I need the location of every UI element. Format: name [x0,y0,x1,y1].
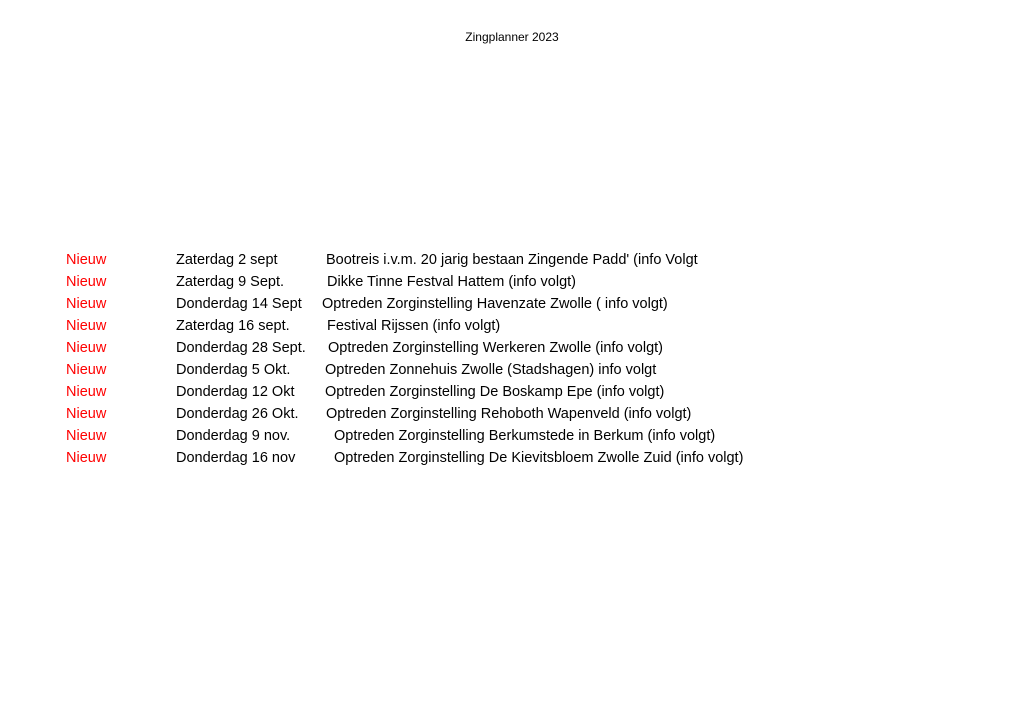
schedule-row [0,403,1024,425]
event-date: Donderdag 28 Sept. [176,340,306,356]
new-tag: Nieuw [66,362,107,378]
event-description: Bootreis i.v.m. 20 jarig bestaan Zingende Padd' (info Volgt [326,252,698,268]
new-tag: Nieuw [66,428,107,444]
event-description: Festival Rijssen (info volgt) [327,318,501,334]
new-tag: Nieuw [66,384,107,400]
event-date: Donderdag 5 Okt. [176,362,291,378]
new-tag: Nieuw [66,340,107,356]
new-tag: Nieuw [66,406,107,422]
new-tag: Nieuw [66,296,107,312]
schedule-row [0,337,1024,359]
event-description: Optreden Zorginstelling Rehoboth Wapenveld (info volgt) [326,406,692,422]
new-tag: Nieuw [66,252,107,268]
schedule-row [0,293,1024,315]
event-date: Zaterdag 2 sept [176,252,278,268]
event-date: Donderdag 16 nov [176,450,296,466]
event-date: Zaterdag 9 Sept. [176,274,285,290]
schedule-list [0,249,1024,469]
new-tag: Nieuw [66,450,107,466]
event-description: Optreden Zorginstelling Havenzate Zwolle ( info volgt) [322,296,668,312]
schedule-row [0,381,1024,403]
event-description: Dikke Tinne Festval Hattem (info volgt) [327,274,577,290]
event-description: Optreden Zonnehuis Zwolle (Stadshagen) info volgt [325,362,657,378]
schedule-row [0,359,1024,381]
new-tag: Nieuw [66,274,107,290]
event-date: Donderdag 26 Okt. [176,406,299,422]
event-date: Zaterdag 16 sept. [176,318,290,334]
event-date: Donderdag 14 Sept [176,296,302,312]
schedule-row [0,315,1024,337]
schedule-row [0,271,1024,293]
page-title: Zingplanner 2023 [465,30,559,44]
event-description: Optreden Zorginstelling De Kievitsbloem Zwolle Zuid (info volgt) [334,450,744,466]
schedule-row [0,447,1024,469]
schedule-row [0,425,1024,447]
event-date: Donderdag 9 nov. [176,428,291,444]
event-date: Donderdag 12 Okt [176,384,295,400]
new-tag: Nieuw [66,318,107,334]
event-description: Optreden Zorginstelling Werkeren Zwolle (info volgt) [328,340,663,356]
schedule-row [0,249,1024,271]
event-description: Optreden Zorginstelling De Boskamp Epe (info volgt) [325,384,665,400]
event-description: Optreden Zorginstelling Berkumstede in Berkum (info volgt) [334,428,716,444]
